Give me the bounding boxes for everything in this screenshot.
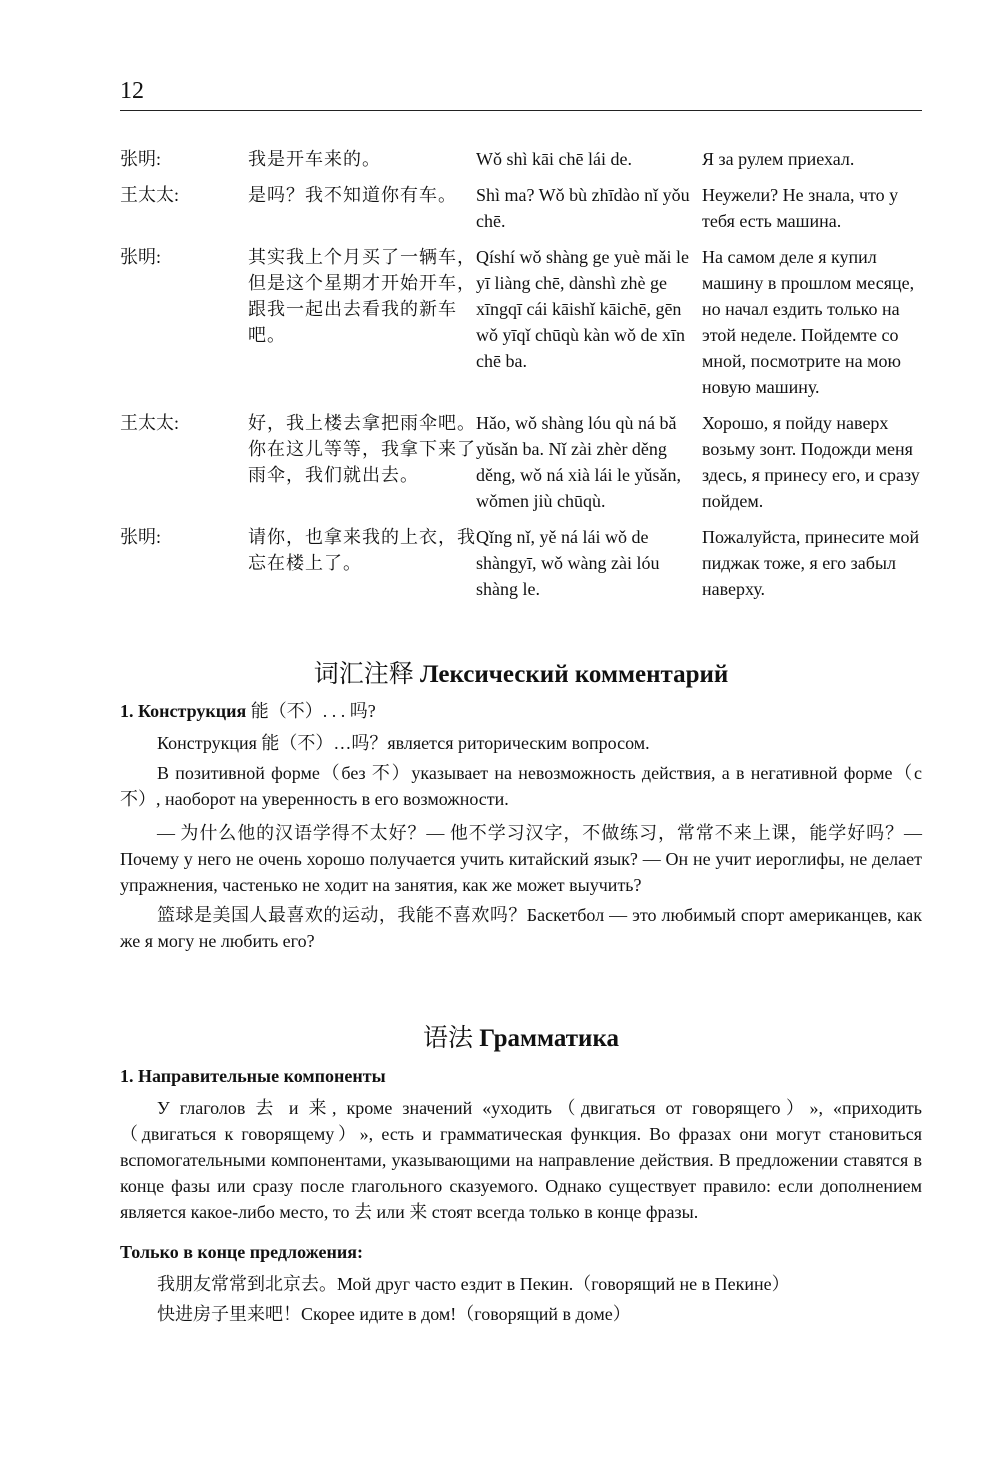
grammar-heading — [120, 1018, 922, 1054]
pinyin-line: Wǒ shì kāi chē lái de. — [476, 149, 632, 169]
russian-line: Пожалуйста, принесите мой пиджак тоже, я его забыл наверху. — [702, 527, 920, 599]
speaker: 王太太: — [120, 413, 180, 433]
lexical-paragraph: В позитивной форме（без 不）указывает на невозможность действия, а в негативной форме（с 不）, наоборот на уверенность в его возможности. — [120, 763, 922, 809]
lexical-heading — [120, 654, 922, 690]
chinese-line: 好，我上楼去拿把雨伞吧。你在这儿等等，我拿下来了雨伞，我们就出去。 — [248, 413, 476, 485]
lexical-section — [120, 698, 922, 958]
grammar-example: 我朋友常常到北京去。Мой друг часто ездит в Пекин.（говорящий не в Пекине） — [157, 1274, 790, 1294]
chinese-line: 其实我上个月买了一辆车，但是这个星期才开始开车，跟我一起出去看我的新车吧。 — [248, 247, 476, 345]
grammar-heading-zh: 语法 — [423, 1025, 474, 1052]
grammar-paragraph: У глаголов 去 и 来, кроме значений «уходить（двигаться от говорящего）», «приходить（двигаться к говорящему）», есть и грамматическая функция. Во фразах они могут становиться вспомогательными компонентами, указывающими на направление действия. В предложении ставятся в конце фазы или сразу после глагольного сказуемого. Однако существует правило: если дополнением является какое-либо место, то 去 или 来 стоят всегда только в конце фразы. — [120, 1098, 922, 1222]
dialogue-row — [120, 146, 922, 172]
pinyin-line: Qíshí wǒ shàng ge yuè mǎi le yī liàng chē, dànshì zhè ge xīngqī cái kāishǐ kāichē, gēn wǒ yīqǐ chūqù kàn wǒ de xīn chē ba. — [476, 247, 689, 371]
lexical-subheading — [120, 698, 922, 724]
lexical-subheading-ru: 1. Конструкция — [120, 701, 247, 721]
grammar-example: 快进房子里来吧！Скорее идите в дом!（говорящий в доме） — [157, 1304, 631, 1324]
grammar-subheading: 1. Направительные компоненты — [120, 1066, 386, 1086]
lexical-heading-ru: Лексический комментарий — [419, 661, 729, 688]
dialogue-row — [120, 410, 922, 514]
chinese-line: 我是开车来的。 — [248, 149, 381, 169]
russian-line: Я за рулем приехал. — [702, 149, 855, 169]
russian-line: Хорошо, я пойду наверх возьму зонт. Подожди меня здесь, я принесу его, и сразу пойдем. — [702, 413, 920, 511]
chinese-line: 是吗？我不知道你有车。 — [248, 185, 457, 205]
pinyin-line: Shì ma? Wǒ bù zhīdào nǐ yǒu chē. — [476, 185, 690, 231]
speaker: 张明: — [120, 247, 162, 267]
dialogue-row — [120, 524, 922, 602]
speaker: 王太太: — [120, 185, 180, 205]
pinyin-line: Hǎo, wǒ shàng lóu qù ná bǎ yǔsǎn ba. Nǐ zài zhèr děng děng, wǒ ná xià lái le yǔsǎn, wǒmen jiù chūqù. — [476, 413, 681, 511]
lexical-example: — 为什么他的汉语学得不太好？— 他不学习汉字，不做练习，常常不来上课，能学好吗？— Почему у него не очень хорошо получается учить китайский язык? — Он не учит иероглифы, не делает упражнения, частенько не ходит на занятия, как же может выучить? — [120, 823, 922, 895]
grammar-section — [120, 1063, 922, 1331]
russian-line: На самом деле я купил машину в прошлом месяце, но начал ездить только на этой неделе. Пойдемте со мной, посмотрите на мою новую машину. — [702, 247, 915, 397]
grammar-subheading: Только в конце предложения: — [120, 1242, 363, 1262]
header-rule — [120, 110, 922, 111]
lexical-subheading-zh: 能（不）. . . 吗? — [250, 701, 376, 721]
lexical-heading-zh: 词汇注释 — [313, 661, 414, 688]
lexical-example: 篮球是美国人最喜欢的运动，我能不喜欢吗？Баскетбол — это любимый спорт американцев, как же я могу не любить его? — [120, 905, 922, 951]
page-number: 12 — [120, 78, 144, 104]
speaker: 张明: — [120, 527, 162, 547]
lexical-paragraph: Конструкция 能（不）…吗？является риторическим вопросом. — [157, 733, 650, 753]
grammar-heading-ru: Грамматика — [479, 1025, 619, 1052]
dialogue-row — [120, 182, 922, 234]
chinese-line: 请你，也拿来我的上衣，我忘在楼上了。 — [248, 527, 476, 573]
dialogue-row — [120, 244, 922, 400]
russian-line: Неужели? Не знала, что у тебя есть машина. — [702, 185, 899, 231]
pinyin-line: Qǐng nǐ, yě ná lái wǒ de shàngyī, wǒ wàng zài lóu shàng le. — [476, 527, 660, 599]
speaker: 张明: — [120, 149, 162, 169]
dialogue-table — [120, 146, 922, 612]
